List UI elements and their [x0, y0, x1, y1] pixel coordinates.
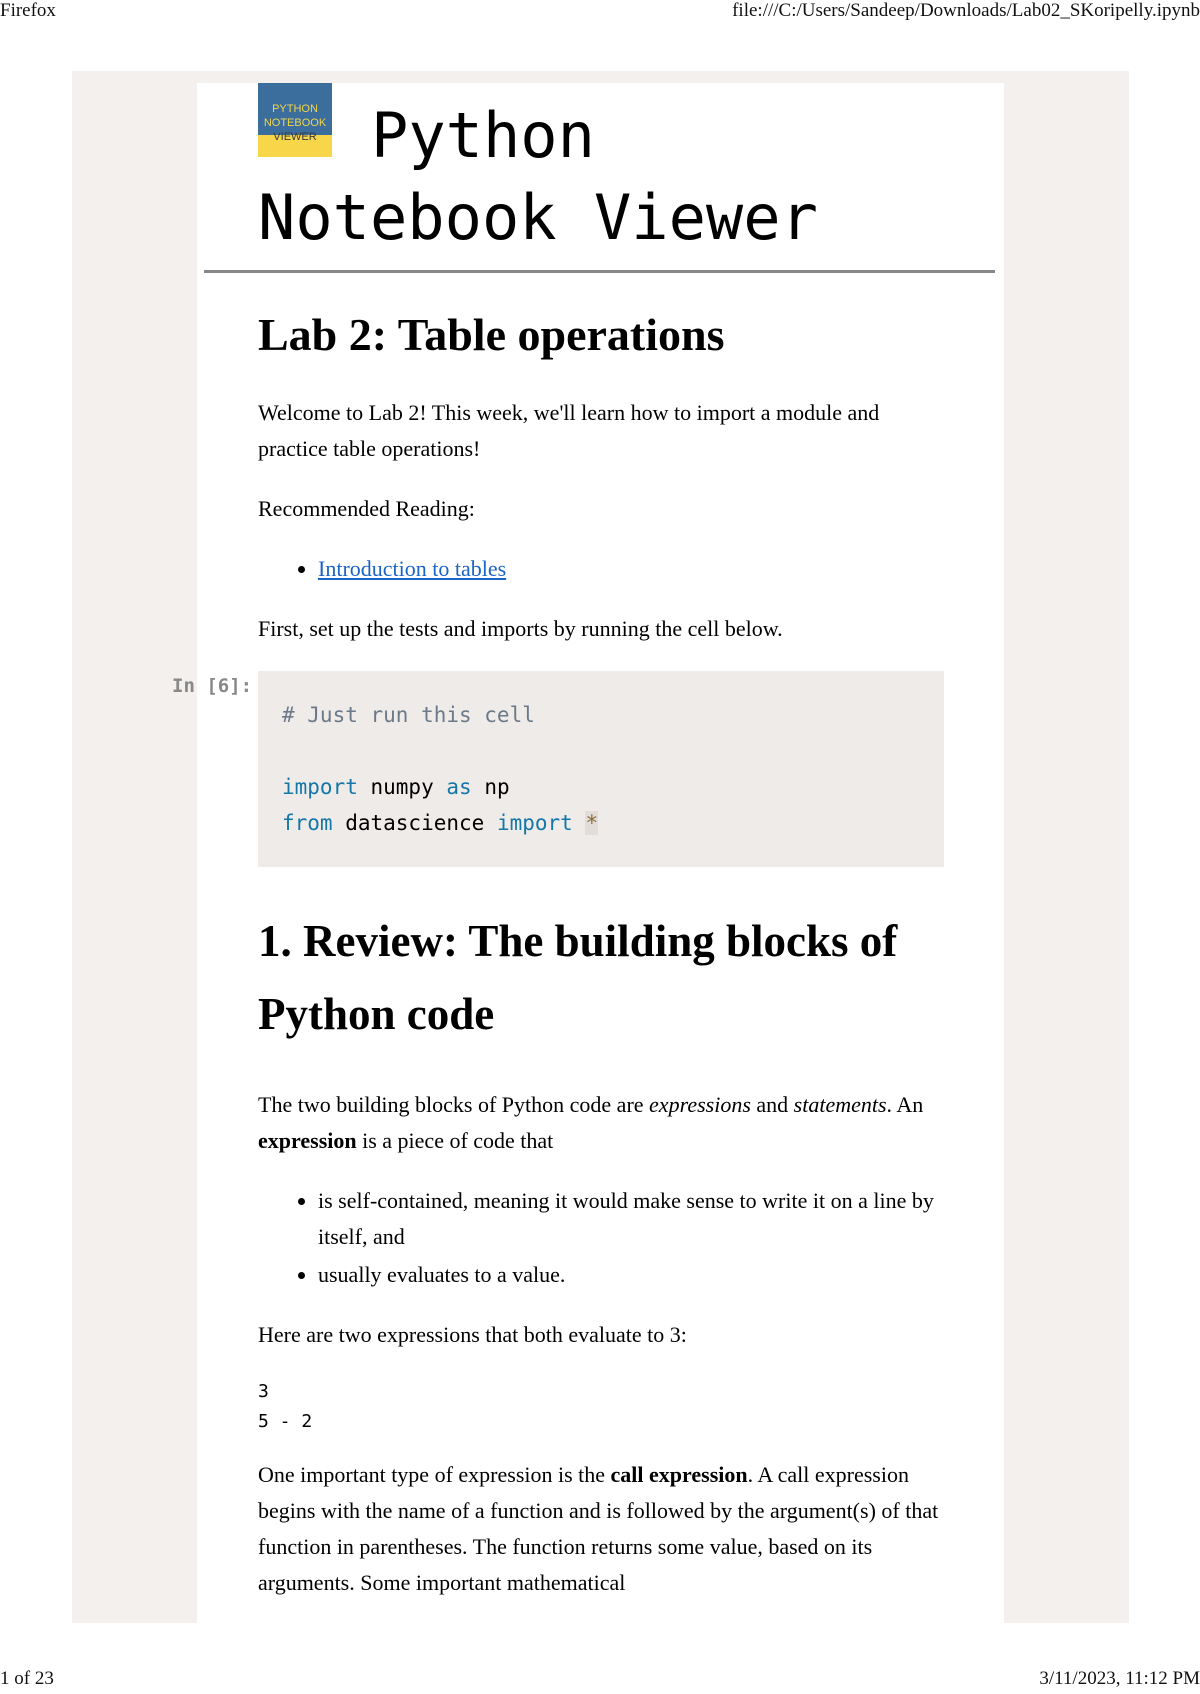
code-token: numpy [357, 775, 447, 799]
site-title-line1: Python [371, 99, 595, 172]
reading-list [258, 551, 948, 587]
code-line-import-datascience [282, 805, 920, 841]
code-comment: # Just run this cell [282, 703, 535, 727]
building-blocks-paragraph: The two building blocks of Python code are expressions and statements. An expression is a piece of code that [258, 1092, 924, 1153]
print-header-app: Firefox [0, 0, 56, 21]
term-statements: statements [793, 1092, 887, 1117]
code-line-blank [282, 733, 920, 769]
code-token: datascience [332, 811, 497, 835]
title-divider [204, 270, 995, 273]
example-expressions [258, 1377, 948, 1437]
code-cell[interactable] [172, 671, 948, 867]
code-line-comment [282, 697, 920, 733]
site-title [258, 95, 978, 259]
example-expression: 5 - 2 [258, 1411, 313, 1432]
code-keyword: from [282, 811, 333, 835]
reading-list-item [318, 551, 948, 587]
expression-bullet-item: • usually evaluates to a value. [318, 1257, 948, 1293]
code-keyword: import [282, 775, 358, 799]
lab-heading: Lab 2: Table operations [258, 309, 725, 360]
two-expressions-paragraph: Here are two expressions that both evaluate to 3: [258, 1322, 687, 1347]
notebook-content [172, 305, 948, 1625]
site-title-line2: Notebook Viewer [258, 181, 818, 254]
expression-bullets [258, 1183, 948, 1293]
intro-paragraph: Welcome to Lab 2! This week, we'll learn how to import a module and practice table operations! [258, 400, 880, 461]
logo-line-2: NOTEBOOK [263, 117, 327, 129]
recommended-label: Recommended Reading: [258, 496, 475, 521]
term-expressions: expressions [649, 1092, 751, 1117]
setup-paragraph: First, set up the tests and imports by running the cell below. [258, 616, 783, 641]
cell-prompt: In [6]: [172, 675, 253, 697]
term-call-expression: call expression [610, 1462, 748, 1487]
print-header-url: file:///C:/Users/Sandeep/Downloads/Lab02_SKoripelly.ipynb [732, 0, 1200, 21]
review-heading: 1. Review: The building blocks of Python code [258, 916, 898, 1039]
term-expression: expression [258, 1128, 357, 1153]
logo-line-1: PYTHON [272, 103, 318, 115]
logo-line-3: VIEWER [273, 131, 317, 143]
call-expression-paragraph: One important type of expression is the call expression. A call expression begins with the name of a function and is followed by the argument(s) of that function in parentheses. The function returns some value, based on its arguments. Some important mathematical [258, 1462, 939, 1595]
code-keyword: import [496, 811, 573, 835]
code-token: np [471, 775, 510, 799]
code-token [573, 811, 586, 835]
expression-bullet-item: • is self-contained, meaning it would make sense to write it on a line by itself, and [318, 1183, 948, 1255]
example-expression: 3 [258, 1381, 269, 1402]
code-keyword: as [446, 775, 472, 799]
page-counter: 1 of 23 [0, 1668, 54, 1689]
print-footer [0, 1668, 1200, 1694]
code-operator: * [585, 811, 599, 835]
print-datetime: 3/11/2023, 11:12 PM [1039, 1668, 1200, 1689]
code-input[interactable] [258, 671, 944, 867]
notebook-page [172, 83, 1004, 1623]
code-line-import-numpy [282, 769, 920, 805]
print-header [0, 0, 1200, 26]
link-introduction-to-tables[interactable]: Introduction to tables [318, 556, 507, 581]
